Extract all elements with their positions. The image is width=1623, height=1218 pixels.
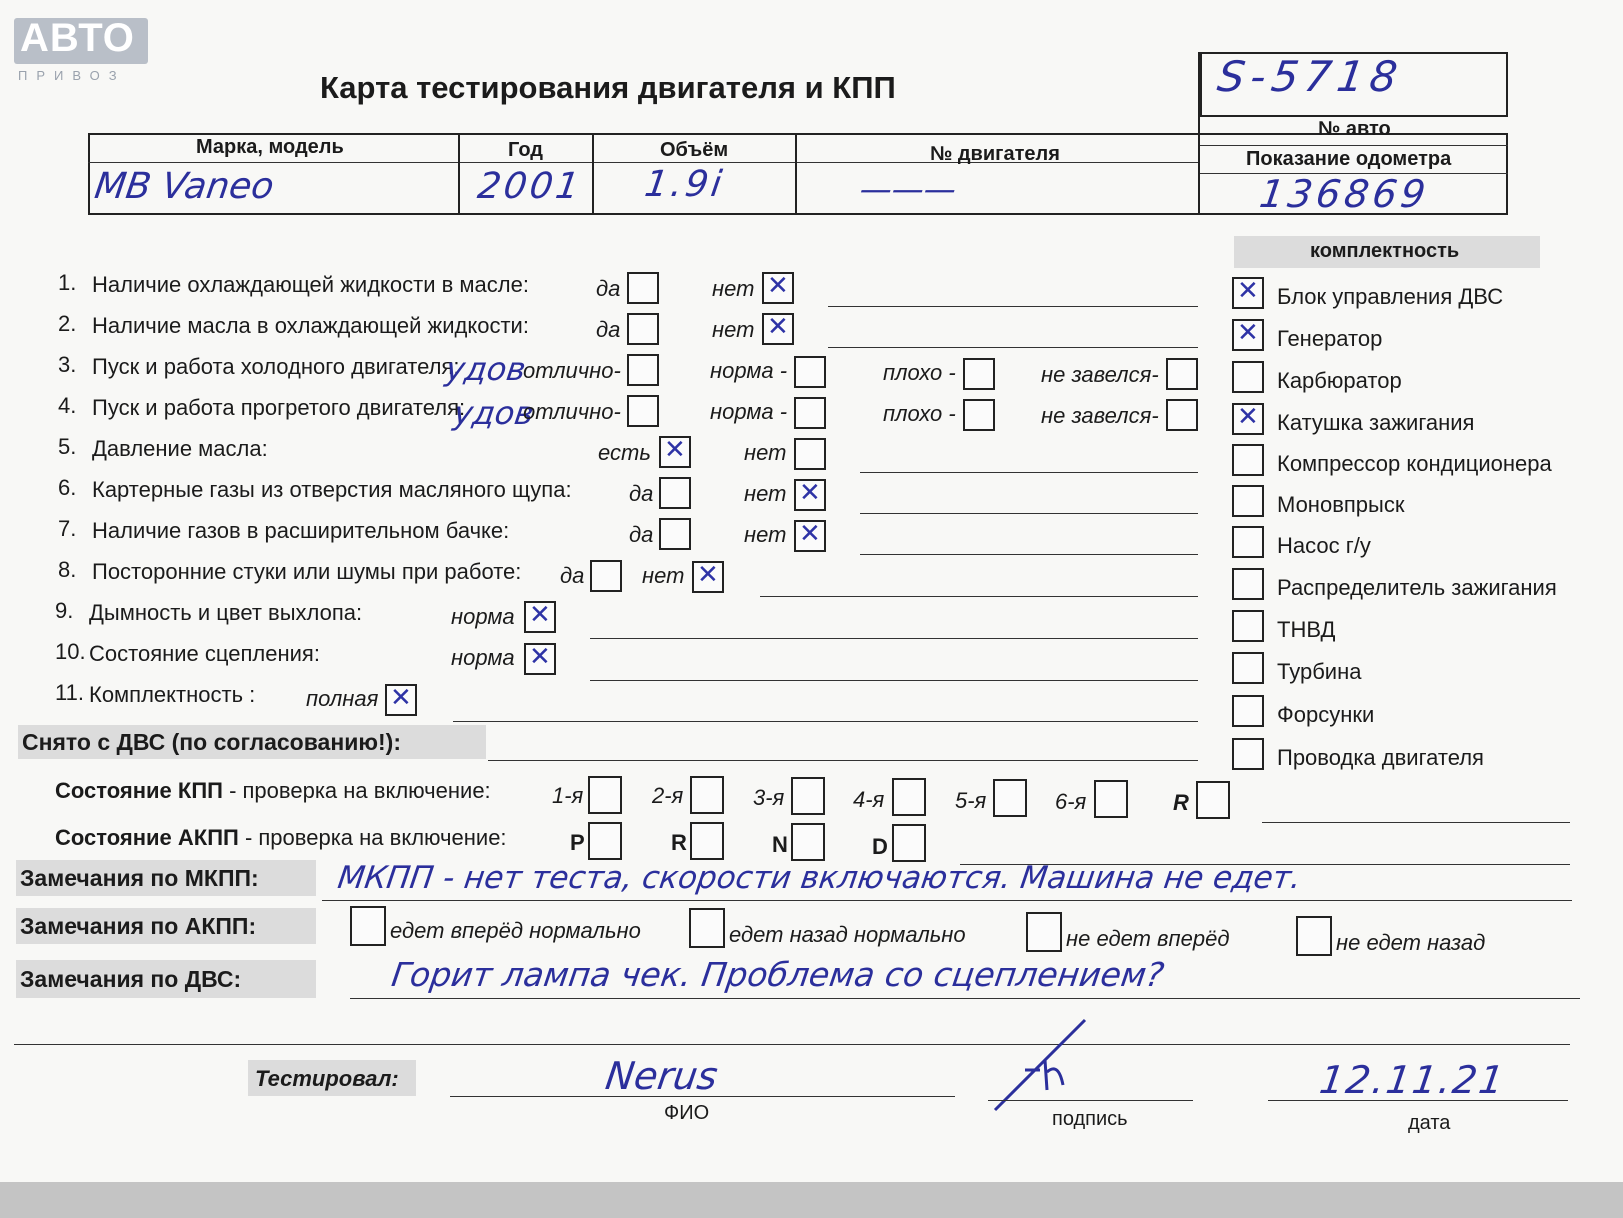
comp-label: Компрессор кондиционера [1277, 451, 1552, 476]
akpp-p-box[interactable] [588, 822, 622, 860]
check-opt: плохо - [883, 401, 956, 426]
akpp-option-label: едет вперёд нормально [390, 918, 641, 943]
check-opt: не завелся- [1041, 403, 1159, 428]
checkbox-6-da[interactable] [659, 477, 691, 509]
check-opt2: нет [712, 276, 755, 301]
col-model-header: Марка, модель [196, 136, 344, 158]
check-opt1: полная [306, 686, 379, 711]
gear-6-box[interactable] [1094, 780, 1128, 818]
check-num: 3. [58, 352, 77, 377]
name-caption: ФИО [664, 1102, 710, 1124]
page-title: Карта тестирования двигателя и КПП [320, 70, 896, 105]
akpp-mode-label: N [772, 832, 788, 857]
check-num: 7. [58, 516, 77, 541]
comp-label: Насос г/у [1277, 533, 1371, 558]
removed-label: Снято с ДВС (по согласованию!): [22, 729, 401, 755]
gear-label: 4-я [853, 787, 885, 812]
checkbox-5-no[interactable] [794, 438, 826, 470]
akpp-r-box[interactable] [690, 822, 724, 860]
gear-5-box[interactable] [993, 779, 1027, 817]
check-opt2: нет [712, 317, 755, 342]
checkbox-1-net[interactable] [762, 272, 794, 304]
check-opt2: нет [744, 522, 787, 547]
watermark-sub: ПРИВОЗ [18, 68, 126, 83]
checkbox-2-da[interactable] [627, 313, 659, 345]
check-label: Наличие охлаждающей жидкости в масле: [92, 272, 529, 297]
gear-label: 6-я [1055, 789, 1087, 814]
checkbox-1-da[interactable] [627, 272, 659, 304]
check-num: 1. [58, 270, 77, 295]
comp-check-injection-pump[interactable] [1232, 610, 1264, 642]
comp-label: Блок управления ДВС [1277, 284, 1504, 309]
check-label: Давление масла: [92, 436, 268, 461]
check-label: Дымность и цвет выхлопа: [89, 600, 363, 625]
comp-label: Моновпрыск [1277, 492, 1405, 517]
comp-label: Форсунки [1277, 702, 1375, 727]
checkbox-6-net[interactable] [794, 479, 826, 511]
bottom-shadow [0, 1182, 1623, 1218]
check-label: Пуск и работа холодного двигателя: [92, 354, 460, 379]
car-number-value: S-5718 [1214, 52, 1407, 101]
check-label: Пуск и работа прогретого двигателя: [92, 395, 466, 420]
comp-check-ac-compressor[interactable] [1232, 444, 1264, 476]
checkbox-4-excellent[interactable] [627, 395, 659, 427]
comp-label: ТНВД [1277, 617, 1336, 642]
akpp-label-bold: Состояние АКПП [55, 825, 239, 850]
check-opt2: нет [744, 440, 787, 465]
checkbox-4-no-start[interactable] [1166, 399, 1198, 431]
col-engine-header: № двигателя [930, 143, 1060, 165]
checkbox-7-da[interactable] [659, 518, 691, 550]
check-opt1: да [596, 317, 621, 342]
gear-3-box[interactable] [791, 777, 825, 815]
check-label: Посторонние стуки или шумы при работе: [92, 559, 522, 584]
check-opt1: да [596, 276, 621, 301]
check-opt: норма - [710, 399, 788, 424]
check-label: Наличие масла в охлаждающей жидкости: [92, 313, 529, 338]
akpp-d-box[interactable] [892, 824, 926, 862]
checkbox-5-yes[interactable] [659, 436, 691, 468]
odometer-value: 136869 [1256, 172, 1433, 216]
col-car-number-header: № авто [1318, 118, 1391, 140]
comp-check-power-steering-pump[interactable] [1232, 526, 1264, 558]
comp-label: Распределитель зажигания [1277, 575, 1557, 600]
comp-check-mono-injection[interactable] [1232, 485, 1264, 517]
checkbox-4-bad[interactable] [963, 399, 995, 431]
comp-check-injectors[interactable] [1232, 695, 1264, 727]
comp-check-turbine[interactable] [1232, 652, 1264, 684]
checkbox-3-no-start[interactable] [1166, 358, 1198, 390]
akpp-mode-label: P [570, 830, 585, 855]
kpp-label-bold: Состояние КПП [55, 778, 223, 803]
check-opt2: нет [642, 563, 685, 588]
mkpp-remarks-label: Замечания по МКПП: [20, 865, 259, 891]
tested-label: Тестировал: [255, 1066, 399, 1091]
akpp-option-label: едет назад нормально [729, 922, 966, 947]
gear-label: 2-я [652, 783, 684, 808]
mkpp-remarks-text: МКПП - нет теста, скорости включаются. Машина не едет. [335, 860, 1304, 896]
comp-check-ecu[interactable] [1232, 277, 1264, 309]
akpp-forward-ok-box[interactable] [350, 906, 386, 946]
checkbox-8-da[interactable] [590, 560, 622, 592]
signature-caption: подпись [1052, 1108, 1128, 1130]
kpp-label [55, 778, 491, 804]
check-num: 8. [58, 557, 77, 582]
gear-label: 3-я [753, 785, 785, 810]
engine-no-value: ——— [857, 170, 959, 208]
comp-label: Турбина [1277, 659, 1362, 684]
checkbox-3-bad[interactable] [963, 358, 995, 390]
gear-r-box[interactable] [1196, 781, 1230, 819]
signature-mark [985, 1010, 1115, 1120]
check-num: 9. [55, 598, 74, 623]
gear-1-box[interactable] [588, 776, 622, 814]
comp-check-ignition-coil[interactable] [1232, 403, 1264, 435]
check-label: Наличие газов в расширительном бачке: [92, 518, 510, 543]
comp-check-carburetor[interactable] [1232, 361, 1264, 393]
comp-check-engine-wiring[interactable] [1232, 738, 1264, 770]
comp-label: Генератор [1277, 326, 1383, 351]
completeness-title: комплектность [1310, 240, 1460, 262]
akpp-no-forward-box[interactable] [1026, 912, 1062, 952]
checkbox-8-net[interactable] [692, 561, 724, 593]
model-value: MB Vaneo [92, 166, 277, 207]
check-opt: не завелся- [1041, 362, 1159, 387]
check-num: 6. [58, 475, 77, 500]
check-opt1: норма [451, 604, 515, 629]
akpp-label-rest: - проверка на включение: [238, 825, 507, 850]
check-label: Состояние сцепления: [89, 641, 320, 666]
checkbox-3-normal[interactable] [794, 356, 826, 388]
comp-label: Катушка зажигания [1277, 410, 1475, 435]
akpp-option-label: не едет вперёд [1066, 926, 1230, 951]
col-odometer-header: Показание одометра [1246, 148, 1452, 170]
akpp-mode-label: D [872, 834, 888, 859]
watermark-brand: АВТО [20, 16, 135, 60]
gear-4-box[interactable] [892, 778, 926, 816]
check-opt1: норма [451, 645, 515, 670]
check-opt: плохо - [883, 360, 956, 385]
tester-name: Nerus [602, 1054, 721, 1098]
checkbox-3-excellent[interactable] [627, 354, 659, 386]
akpp-no-backward-box[interactable] [1296, 916, 1332, 956]
checkbox-2-net[interactable] [762, 313, 794, 345]
gear-label: 1-я [552, 783, 584, 808]
dvs-remarks-label: Замечания по ДВС: [20, 966, 242, 992]
check-opt1: да [560, 563, 585, 588]
akpp-option-label: не едет назад [1336, 930, 1486, 955]
akpp-n-box[interactable] [791, 823, 825, 861]
dvs-remarks-text: Горит лампа чек. Проблема со сцеплением? [389, 955, 1167, 994]
check-label: Комплектность : [89, 682, 256, 707]
checkbox-7-net[interactable] [794, 520, 826, 552]
check-note: удов [443, 350, 529, 388]
checkbox-11-full[interactable] [385, 684, 417, 716]
checkbox-4-normal[interactable] [794, 397, 826, 429]
check-num: 4. [58, 393, 77, 418]
check-num: 2. [58, 311, 77, 336]
gear-label: 5-я [955, 788, 987, 813]
check-opt1: да [629, 522, 654, 547]
check-opt1: есть [598, 440, 651, 465]
check-num: 5. [58, 434, 77, 459]
gear-2-box[interactable] [690, 776, 724, 814]
check-opt: отлично- [523, 399, 621, 424]
volume-value: 1.9i [642, 164, 728, 205]
akpp-remarks-label: Замечания по АКПП: [20, 913, 257, 939]
akpp-backward-ok-box[interactable] [689, 908, 725, 948]
gear-label: R [1173, 790, 1189, 815]
check-label: Картерные газы из отверстия масляного щупа: [92, 477, 572, 502]
col-year-header: Год [508, 139, 543, 161]
date-caption: дата [1408, 1112, 1451, 1134]
col-volume-header: Объём [660, 139, 729, 161]
comp-check-distributor[interactable] [1232, 568, 1264, 600]
check-note: удов [451, 394, 537, 432]
check-opt: отлично- [523, 358, 621, 383]
year-value: 2001 [475, 166, 585, 207]
akpp-mode-label: R [671, 830, 687, 855]
checkbox-9-norm[interactable] [524, 601, 556, 633]
comp-label: Проводка двигателя [1277, 745, 1484, 770]
check-opt2: нет [744, 481, 787, 506]
check-num: 11. [55, 680, 84, 705]
check-opt: норма - [710, 358, 788, 383]
check-num: 10. [55, 639, 86, 664]
comp-check-generator[interactable] [1232, 319, 1264, 351]
akpp-label [55, 825, 507, 851]
date-value: 12.11.21 [1316, 1058, 1509, 1102]
checkbox-10-norm[interactable] [524, 643, 556, 675]
kpp-label-rest: - проверка на включение: [222, 778, 491, 803]
check-opt1: да [629, 481, 654, 506]
comp-label: Карбюратор [1277, 368, 1402, 393]
